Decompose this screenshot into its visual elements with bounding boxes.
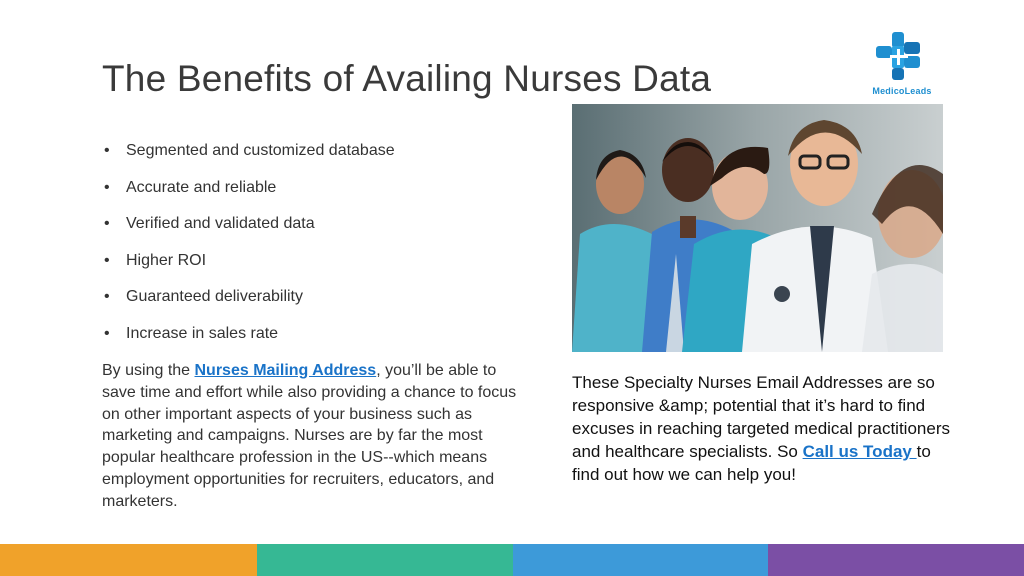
list-item: • Guaranteed deliverability bbox=[104, 286, 395, 323]
slide-title: The Benefits of Availing Nurses Data bbox=[102, 58, 712, 99]
list-item: • Increase in sales rate bbox=[104, 323, 395, 360]
footer-bar-orange bbox=[0, 544, 257, 576]
left-paragraph-intro: By using the bbox=[102, 362, 195, 379]
benefits-list bbox=[104, 140, 395, 360]
footer-bar-blue bbox=[513, 544, 768, 576]
footer-bar-teal bbox=[257, 544, 513, 576]
right-paragraph bbox=[572, 371, 957, 486]
call-us-today-link[interactable]: Call us Today bbox=[802, 442, 917, 461]
right-paragraph-end: to find out how we can help you! bbox=[572, 442, 931, 484]
list-item: • Segmented and customized database bbox=[104, 140, 395, 177]
logo-text: MedicoLeads bbox=[872, 86, 932, 96]
nurses-group-photo bbox=[572, 104, 943, 352]
nurses-mailing-address-link[interactable]: Nurses Mailing Address bbox=[194, 362, 377, 379]
list-item: • Verified and validated data bbox=[104, 213, 395, 250]
medicoleads-logo bbox=[862, 28, 942, 100]
left-paragraph bbox=[102, 360, 532, 513]
right-paragraph-intro: These Specialty Nurses Email Addresses are so responsive &amp; potential that it’s hard to find excuses in reaching targeted medical practitioners and healthcare specialists. So bbox=[572, 373, 950, 461]
list-item: • Higher ROI bbox=[104, 250, 395, 287]
left-paragraph-body: , you’ll be able to save time and effort while also providing a chance to focus on other important aspects of your business such as marketing and campaigns. Nurses are by far the most popular healthcare profession in the US--which means employment opportunities for recruiters, educators, and marketers. bbox=[102, 362, 517, 510]
footer-bar-purple bbox=[768, 544, 1024, 576]
list-item: • Accurate and reliable bbox=[104, 177, 395, 214]
medical-cross-logo-icon bbox=[862, 28, 942, 86]
